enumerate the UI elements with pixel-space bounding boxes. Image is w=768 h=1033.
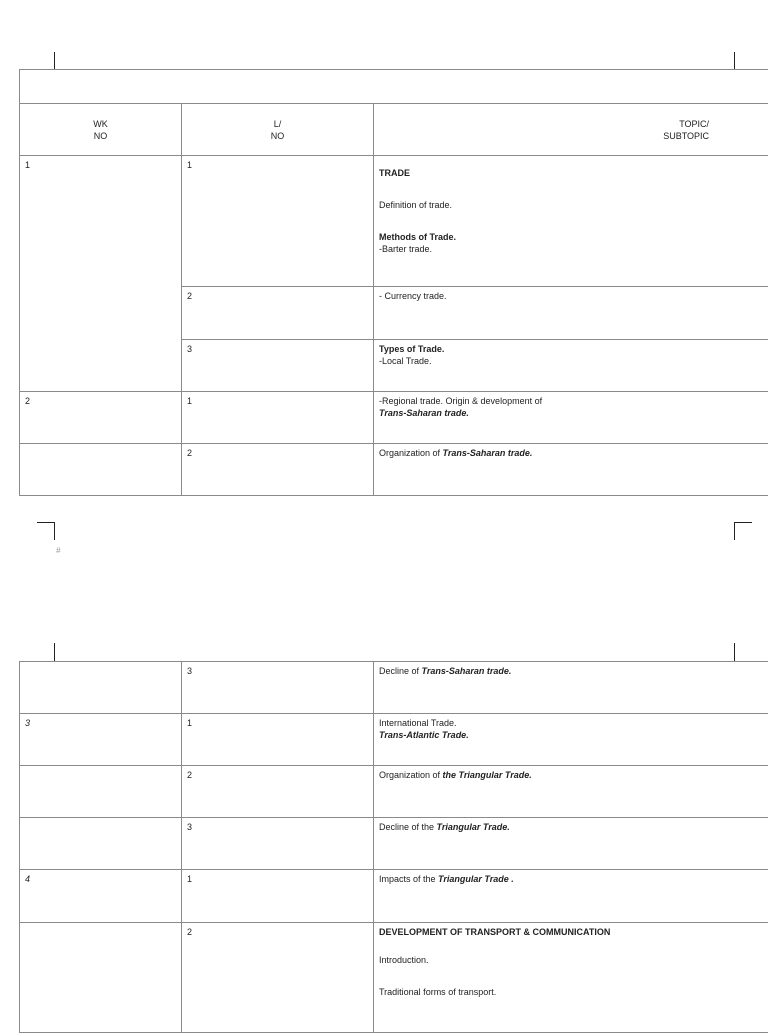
subtopic-text: - Currency trade. bbox=[379, 291, 447, 301]
topic-cell bbox=[374, 662, 768, 714]
crop-mark bbox=[54, 52, 55, 70]
topic-cell bbox=[374, 444, 768, 496]
crop-mark bbox=[54, 643, 55, 661]
lesson-number: 1 bbox=[187, 718, 192, 728]
table-header-row bbox=[20, 104, 768, 156]
header-wk-no bbox=[20, 104, 182, 156]
subtopic-text: Introduction. bbox=[379, 954, 768, 966]
header-wk-no-label: NO bbox=[20, 130, 181, 142]
l-cell bbox=[182, 818, 374, 870]
table-row bbox=[20, 392, 768, 444]
l-cell bbox=[182, 392, 374, 444]
wk-number: 4 bbox=[25, 874, 30, 884]
subtopic-italic: Triangular Trade . bbox=[438, 874, 514, 884]
crop-mark bbox=[734, 522, 752, 523]
subtopic-italic: Trans-Saharan trade. bbox=[379, 407, 768, 419]
header-l-no-label: NO bbox=[182, 130, 373, 142]
subtopic-italic: Trans-Saharan trade. bbox=[422, 666, 512, 676]
subtopic-text: -Local Trade. bbox=[379, 355, 768, 367]
table-row bbox=[20, 870, 768, 923]
lesson-number: 2 bbox=[187, 291, 192, 301]
topic-cell bbox=[374, 156, 768, 287]
wk-cell bbox=[20, 714, 182, 766]
header-l-label: L/ bbox=[182, 118, 373, 130]
wk-cell bbox=[20, 766, 182, 818]
l-cell bbox=[182, 340, 374, 392]
table-row bbox=[20, 818, 768, 870]
subtopic-text: Traditional forms of transport. bbox=[379, 986, 768, 998]
lesson-number: 3 bbox=[187, 666, 192, 676]
table-row bbox=[20, 923, 768, 1033]
lesson-number: 3 bbox=[187, 344, 192, 354]
subtopic-italic: the Triangular Trade. bbox=[443, 770, 532, 780]
wk-cell bbox=[20, 923, 182, 1033]
scheme-of-work-table-page-2 bbox=[19, 661, 768, 1033]
l-cell bbox=[182, 287, 374, 340]
topic-cell bbox=[374, 714, 768, 766]
l-cell bbox=[182, 662, 374, 714]
topic-cell bbox=[374, 766, 768, 818]
subtopic-italic: Trans-Saharan trade. bbox=[443, 448, 533, 458]
subtopic-heading: Types of Trade. bbox=[379, 343, 768, 355]
wk-cell bbox=[20, 156, 182, 392]
l-cell bbox=[182, 870, 374, 923]
wk-cell bbox=[20, 662, 182, 714]
crop-mark bbox=[734, 643, 735, 661]
header-l-no bbox=[182, 104, 374, 156]
crop-mark bbox=[734, 52, 735, 70]
table-top-blank-row bbox=[20, 70, 768, 104]
l-cell bbox=[182, 444, 374, 496]
subtopic-italic: Triangular Trade. bbox=[437, 822, 510, 832]
wk-cell bbox=[20, 392, 182, 444]
l-cell bbox=[182, 766, 374, 818]
subtopic-text: Decline of the bbox=[379, 822, 437, 832]
topic-cell bbox=[374, 340, 768, 392]
wk-number: 3 bbox=[25, 718, 30, 728]
lesson-number: 1 bbox=[187, 396, 192, 406]
table-row bbox=[20, 714, 768, 766]
lesson-number: 2 bbox=[187, 927, 192, 937]
topic-cell bbox=[374, 923, 768, 1033]
subtopic-text: International Trade. bbox=[379, 717, 768, 729]
subtopic-heading: Methods of Trade. bbox=[379, 231, 768, 243]
lesson-number: 1 bbox=[187, 874, 192, 884]
table-row bbox=[20, 662, 768, 714]
subtopic-text: -Barter trade. bbox=[379, 243, 768, 255]
lesson-number: 1 bbox=[187, 160, 192, 170]
crop-mark bbox=[54, 522, 55, 540]
subtopic-text: Impacts of the bbox=[379, 874, 438, 884]
lesson-number: 3 bbox=[187, 822, 192, 832]
wk-cell bbox=[20, 444, 182, 496]
wk-number: 1 bbox=[25, 160, 30, 170]
topic-cell bbox=[374, 392, 768, 444]
l-cell bbox=[182, 714, 374, 766]
header-wk-label: WK bbox=[20, 118, 181, 130]
wk-cell bbox=[20, 818, 182, 870]
subtopic-text: Decline of bbox=[379, 666, 422, 676]
wk-cell bbox=[20, 870, 182, 923]
lesson-number: 2 bbox=[187, 448, 192, 458]
table-row bbox=[20, 444, 768, 496]
l-cell bbox=[182, 156, 374, 287]
subtopic-text: Organization of bbox=[379, 770, 443, 780]
header-topic bbox=[374, 104, 768, 156]
topic-cell bbox=[374, 287, 768, 340]
header-subtopic-label: SUBTOPIC bbox=[374, 130, 709, 142]
page-hash-mark: # bbox=[56, 546, 60, 555]
scheme-of-work-table-page-1 bbox=[19, 69, 768, 496]
table-row bbox=[20, 156, 768, 287]
topic-cell bbox=[374, 818, 768, 870]
topic-title: TRADE bbox=[379, 167, 768, 179]
table-row bbox=[20, 766, 768, 818]
subtopic-text: Organization of bbox=[379, 448, 443, 458]
subtopic-text: -Regional trade. Origin & development of bbox=[379, 395, 768, 407]
topic-title: DEVELOPMENT OF TRANSPORT & COMMUNICATION bbox=[379, 926, 768, 938]
wk-number: 2 bbox=[25, 396, 30, 406]
crop-mark bbox=[734, 522, 735, 540]
header-topic-label: TOPIC/ bbox=[374, 118, 709, 130]
l-cell bbox=[182, 923, 374, 1033]
topic-cell bbox=[374, 870, 768, 923]
crop-mark bbox=[37, 522, 55, 523]
subtopic-italic: Trans-Atlantic Trade. bbox=[379, 729, 768, 741]
subtopic-text: Definition of trade. bbox=[379, 199, 768, 211]
lesson-number: 2 bbox=[187, 770, 192, 780]
